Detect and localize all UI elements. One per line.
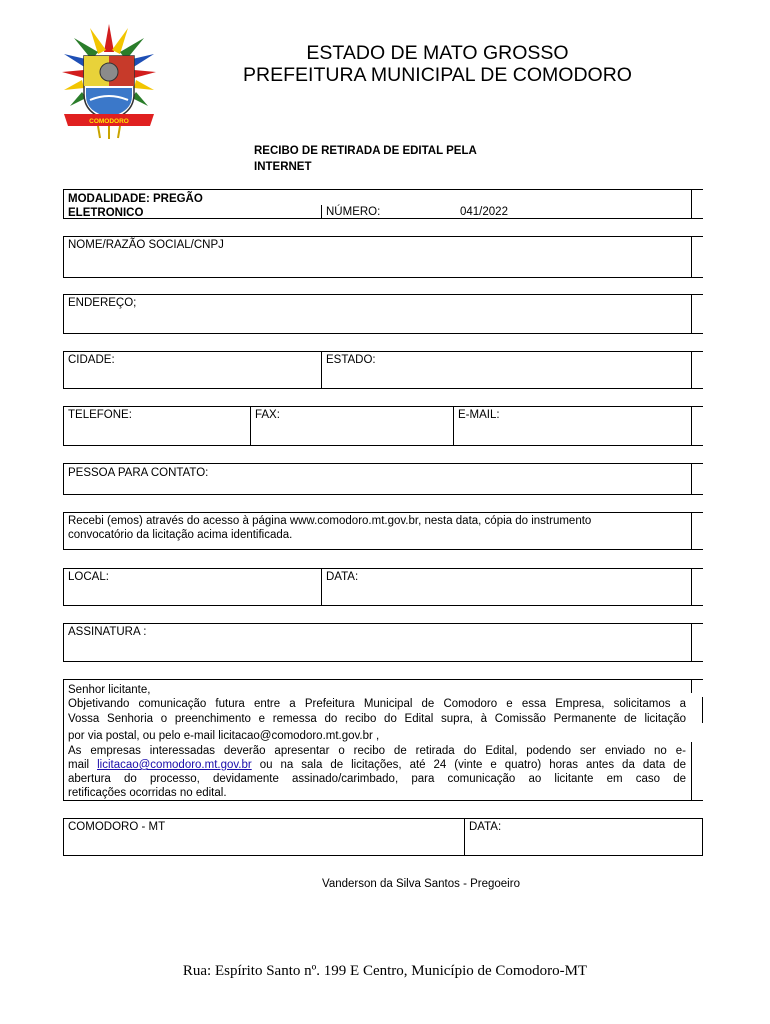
data-label: DATA: — [326, 571, 359, 583]
telefone-label: TELEFONE: — [68, 409, 132, 421]
divider — [691, 463, 692, 495]
contact-row[interactable] — [63, 406, 703, 446]
divider — [464, 818, 465, 856]
notice-p2-line3: abertura do processo, devidamente assinado/carimbado, para comunicação ao licitante em caso de — [68, 773, 686, 785]
divider — [691, 742, 692, 801]
data2-label: DATA: — [469, 821, 502, 833]
notice-p1-line2: Vossa Senhoria o preenchimento e remessa do recibo do Edital supra, à Comissão Permanente de licitação — [68, 713, 686, 725]
endereco-label: ENDEREÇO; — [68, 297, 137, 309]
notice-p2-line2-rest: ou na sala de licitações, até 24 (vinte e quatro) horas antes da data de — [259, 759, 686, 771]
declaracao-line2: convocatório da licitação acima identificada. — [68, 529, 293, 541]
assinatura-field[interactable] — [63, 623, 703, 662]
divider — [453, 406, 454, 446]
mail-prefix: mail — [68, 759, 90, 771]
divider — [321, 205, 322, 219]
divider — [691, 351, 692, 389]
modalidade-label-line2: ELETRONICO — [68, 207, 144, 219]
email-label: E-MAIL: — [458, 409, 500, 421]
modalidade-label-line1: MODALIDADE: PREGÃO — [68, 193, 203, 205]
fax-label: FAX: — [255, 409, 280, 421]
email-link[interactable]: licitacao@comodoro.mt.gov.br — [97, 759, 252, 771]
notice-greeting: Senhor licitante, — [68, 684, 151, 696]
divider — [691, 623, 692, 662]
assinatura-label: ASSINATURA : — [68, 626, 147, 638]
pregoeiro-signature: Vanderson da Silva Santos - Pregoeiro — [322, 878, 520, 890]
notice-p1-line1: Objetivando comunicação futura entre a Prefeitura Municipal de Comodoro e essa Empresa, solicitamos a — [68, 698, 686, 710]
footer-address: Rua: Espírito Santo nº. 199 E Centro, Município de Comodoro-MT — [182, 963, 588, 979]
divider — [691, 294, 692, 334]
endereco-field[interactable] — [63, 294, 703, 334]
document-title — [254, 143, 544, 175]
divider — [691, 512, 692, 550]
divider — [321, 351, 322, 389]
cidade-estado-row[interactable] — [63, 351, 703, 389]
notice-p2-line1: As empresas interessadas deverão apresentar o recibo de retirada do Edital, podendo ser enviado no e- — [68, 745, 686, 757]
notice-p1-line3: por via postal, ou pelo e-mail licitacao@comodoro.mt.gov.br , — [68, 730, 380, 742]
divider — [691, 236, 692, 278]
divider — [691, 406, 692, 446]
numero-label: NÚMERO: — [326, 206, 381, 218]
nome-label: NOME/RAZÃO SOCIAL/CNPJ — [68, 239, 224, 251]
divider — [321, 568, 322, 606]
notice-p2-line4: retificações ocorridas no edital. — [68, 787, 227, 799]
declaracao-line1: Recebi (emos) através do acesso à página www.comodoro.mt.gov.br, nesta data, cópia do instrumento — [68, 515, 592, 527]
notice-p2-line2 — [68, 758, 686, 772]
estado-label: ESTADO: — [326, 354, 376, 366]
header-state-name: ESTADO DE MATO GROSSO — [306, 42, 569, 64]
modalidade-label — [68, 192, 203, 220]
comodoro-label: COMODORO - MT — [68, 821, 166, 833]
local-data-row[interactable] — [63, 568, 703, 606]
divider — [691, 189, 692, 219]
header-municipality-name: PREFEITURA MUNICIPAL DE COMODORO — [243, 64, 632, 86]
divider — [702, 697, 703, 723]
divider — [250, 406, 251, 446]
cidade-label: CIDADE: — [68, 354, 115, 366]
municipal-coat-of-arms-logo — [60, 22, 158, 140]
divider — [691, 679, 692, 693]
document-title-line2: INTERNET — [254, 161, 312, 173]
numero-value: 041/2022 — [460, 206, 508, 218]
contato-label: PESSOA PARA CONTATO: — [68, 467, 209, 479]
svg-text:COMODORO: COMODORO — [89, 118, 129, 125]
declaracao-text — [68, 514, 591, 542]
local-label: LOCAL: — [68, 571, 109, 583]
document-title-line1: RECIBO DE RETIRADA DE EDITAL PELA — [254, 145, 477, 157]
divider — [691, 568, 692, 606]
